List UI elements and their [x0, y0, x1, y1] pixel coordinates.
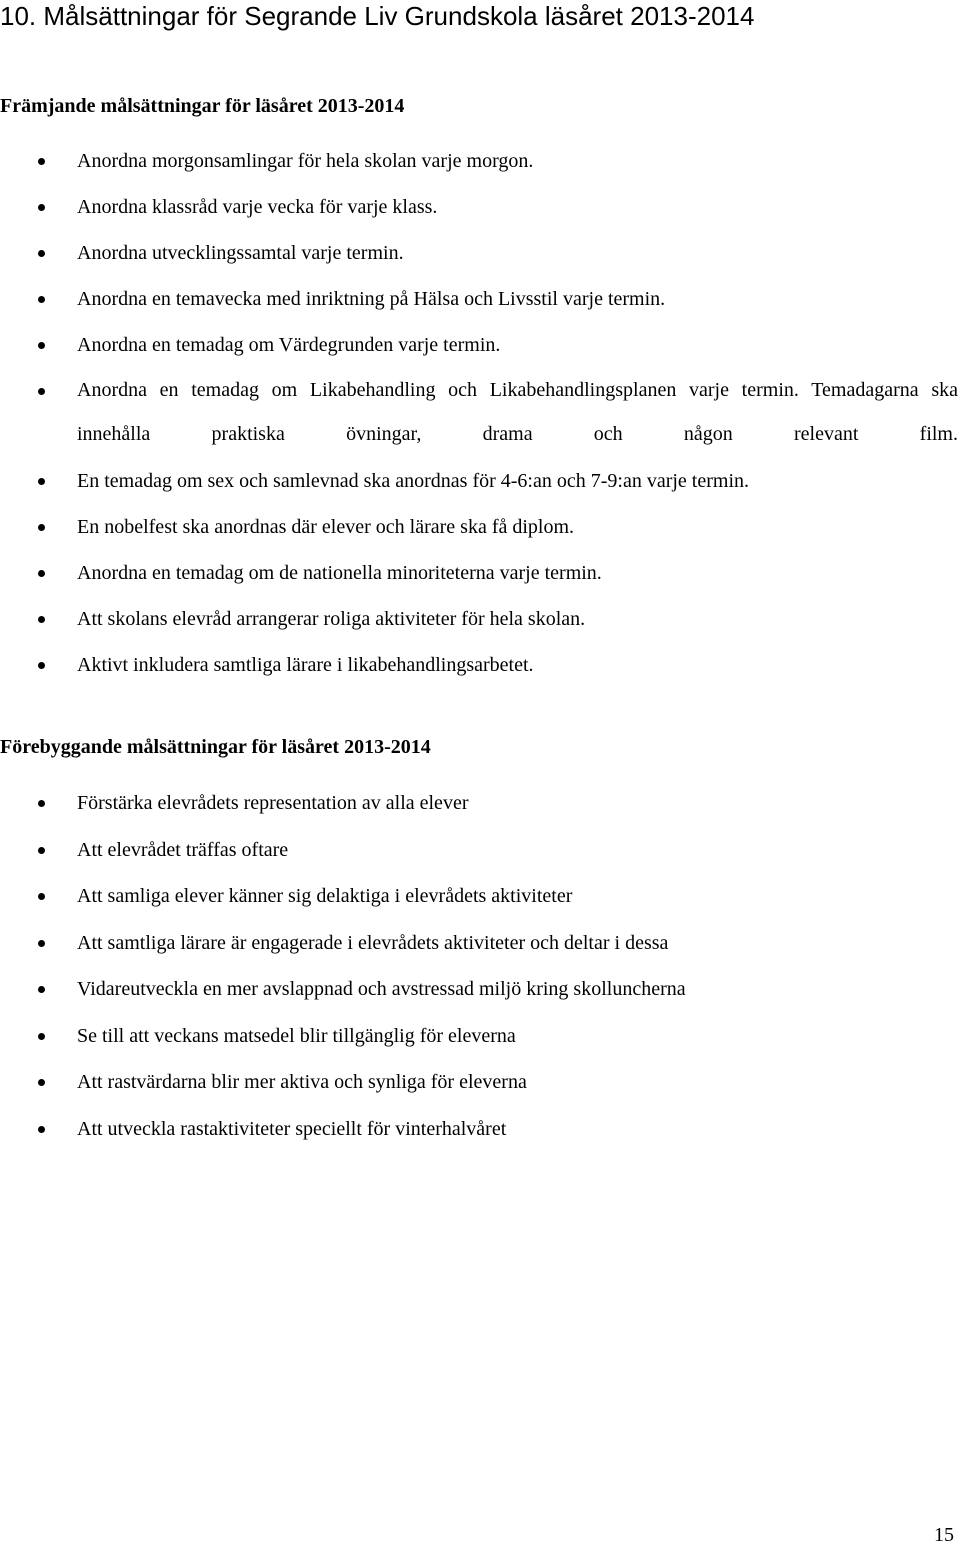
bullet-icon	[38, 1126, 45, 1133]
list-item	[0, 184, 960, 230]
list-item-text: En temadag om sex och samlevnad ska anordnas för 4-6:an och 7-9:an varje termin.	[77, 470, 750, 492]
list-item-text: Att utveckla rastaktiviteter speciellt för vinterhalvåret	[77, 1117, 507, 1140]
list-item	[0, 873, 960, 920]
list-item	[0, 596, 960, 642]
bullet-list-framjande	[0, 138, 960, 688]
bullet-icon	[38, 250, 45, 257]
list-item-text: Anordna en temadag om Likabehandling och Likabehandlingsplanen varje termin. Temadagarna ska innehålla praktiska övningar, drama och någon relevant film.	[77, 379, 958, 445]
section-heading-framjande: Främjande målsättningar för läsåret 2013-2014	[0, 95, 405, 117]
list-item-text: Anordna en temadag om Värdegrunden varje termin.	[77, 334, 501, 356]
list-item-text: Se till att veckans matsedel blir tillgänglig för eleverna	[77, 1024, 516, 1047]
page-number: 15	[934, 1524, 954, 1546]
list-item	[0, 966, 960, 1013]
list-item-text: Anordna morgonsamlingar för hela skolan varje morgon.	[77, 150, 534, 172]
list-item	[0, 322, 960, 368]
list-item	[0, 458, 960, 504]
list-item-text: Anordna utvecklingssamtal varje termin.	[77, 242, 404, 264]
page-title: 10. Målsättningar för Segrande Liv Grundskola läsåret 2013-2014	[0, 1, 755, 31]
bullet-icon	[38, 158, 45, 165]
list-item	[0, 504, 960, 550]
list-item-text: Anordna klassråd varje vecka för varje klass.	[77, 196, 438, 218]
bullet-icon	[38, 662, 45, 669]
list-item-text: Att samtliga lärare är engagerade i elevrådets aktiviteter och deltar i dessa	[77, 931, 669, 954]
list-item	[0, 1106, 960, 1153]
list-item-text: En nobelfest ska anordnas där elever och lärare ska få diplom.	[77, 516, 575, 538]
section-heading-forebyggande: Förebyggande målsättningar för läsåret 2013-2014	[0, 736, 431, 758]
list-item	[0, 550, 960, 596]
list-item-text: Anordna en temadag om de nationella minoriteterna varje termin.	[77, 562, 602, 584]
bullet-icon	[38, 800, 45, 807]
list-item-text: Att rastvärdarna blir mer aktiva och synliga för eleverna	[77, 1071, 527, 1093]
list-item-text: Att elevrådet träffas oftare	[77, 838, 289, 861]
bullet-icon	[38, 342, 45, 349]
bullet-icon	[38, 524, 45, 531]
list-item	[0, 827, 960, 874]
bullet-icon	[38, 388, 45, 395]
list-item-text: Att skolans elevråd arrangerar roliga aktiviteter för hela skolan.	[77, 608, 586, 630]
list-item-text: Förstärka elevrådets representation av alla elever	[77, 792, 469, 814]
list-item	[0, 642, 960, 688]
bullet-icon	[38, 296, 45, 303]
bullet-icon	[38, 847, 45, 854]
bullet-icon	[38, 204, 45, 211]
list-item-text: Aktivt inkludera samtliga lärare i likabehandlingsarbetet.	[77, 654, 534, 676]
bullet-icon	[38, 1033, 45, 1040]
list-item-text: Anordna en temavecka med inriktning på Hälsa och Livsstil varje termin.	[77, 288, 666, 310]
list-item	[0, 920, 960, 967]
list-item-text: Att samliga elever känner sig delaktiga i elevrådets aktiviteter	[77, 885, 573, 907]
bullet-icon	[38, 570, 45, 577]
list-item	[0, 368, 960, 458]
bullet-icon	[38, 616, 45, 623]
list-item	[0, 230, 960, 276]
list-item	[0, 276, 960, 322]
list-item-text: Vidareutveckla en mer avslappnad och avstressad miljö kring skolluncherna	[77, 978, 686, 1000]
bullet-list-forebyggande	[0, 780, 960, 1152]
bullet-icon	[38, 478, 45, 485]
bullet-icon	[38, 893, 45, 900]
list-item	[0, 780, 960, 827]
list-item	[0, 138, 960, 184]
bullet-icon	[38, 1079, 45, 1086]
bullet-icon	[38, 986, 45, 993]
list-item	[0, 1059, 960, 1106]
bullet-icon	[38, 940, 45, 947]
list-item	[0, 1013, 960, 1060]
